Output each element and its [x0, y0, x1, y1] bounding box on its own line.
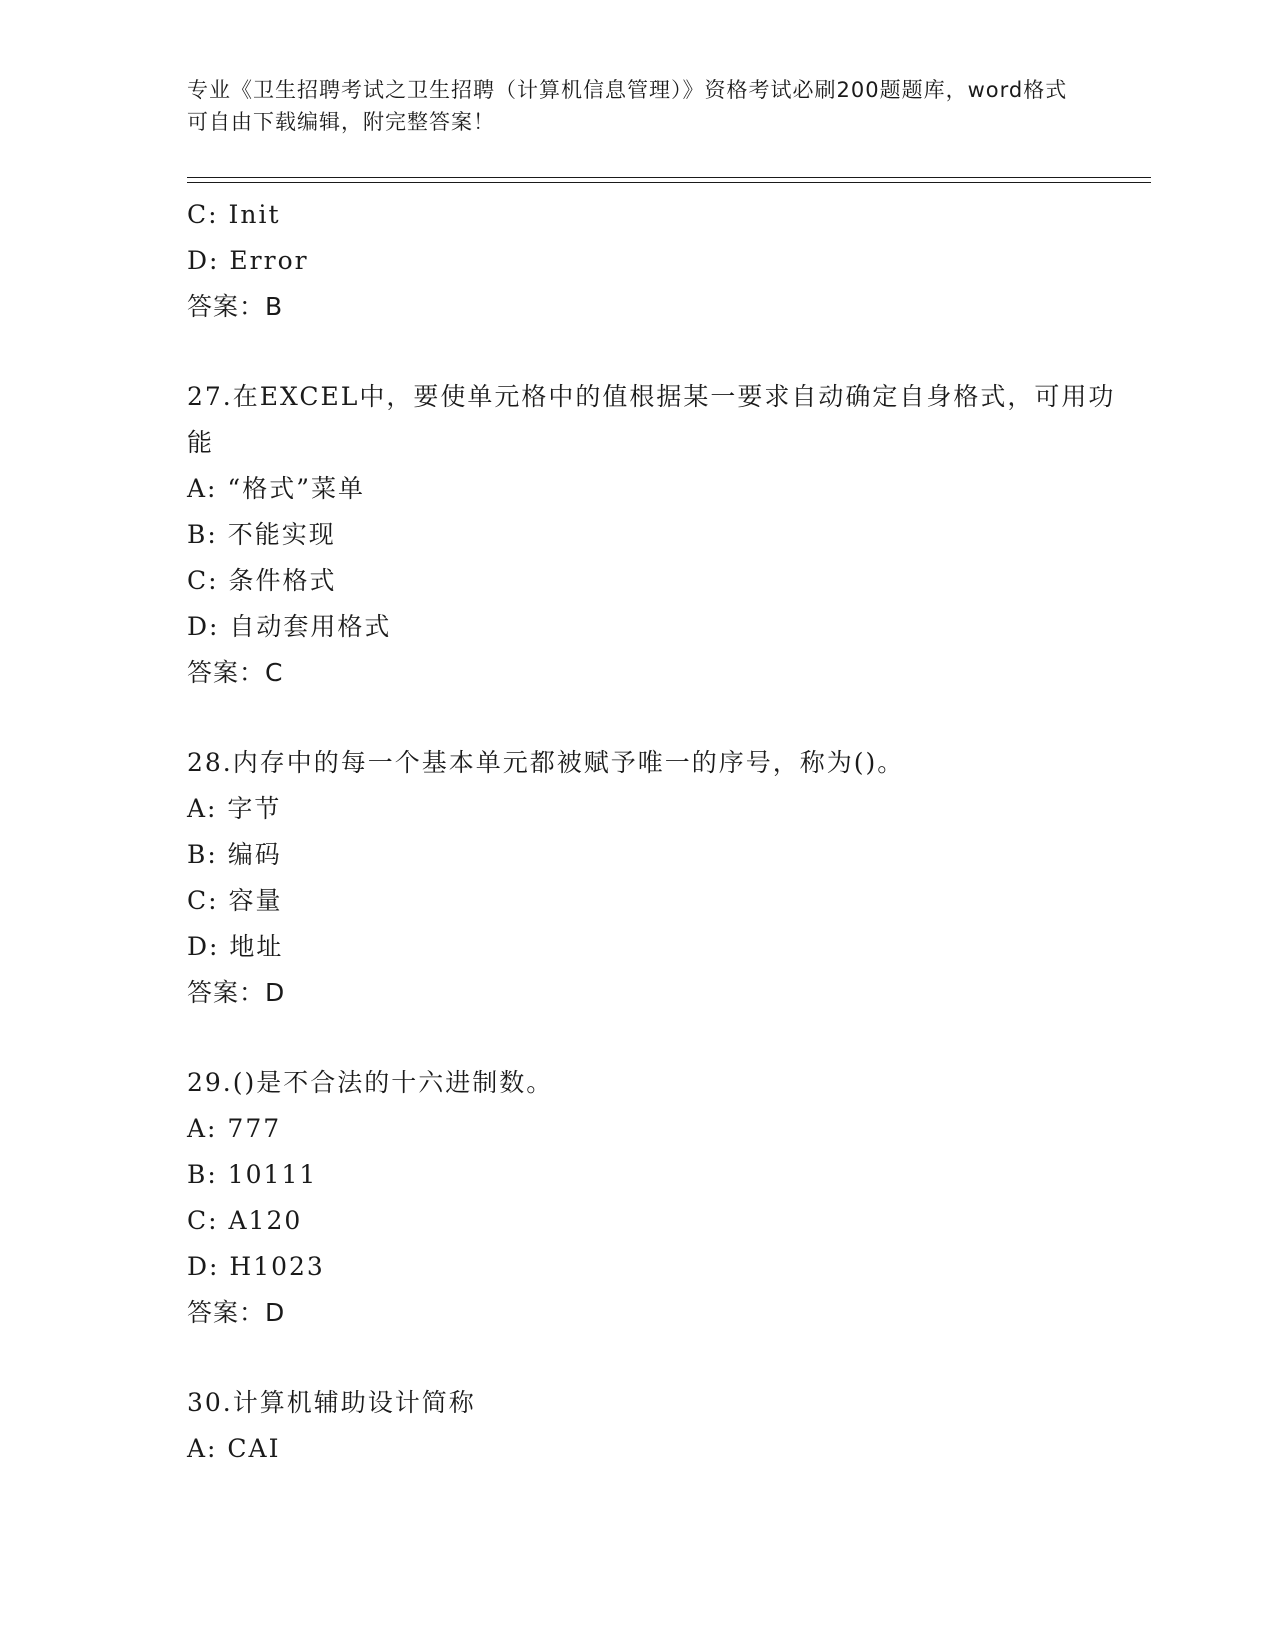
question-block-28 [187, 740, 1117, 1016]
header-divider-bottom [187, 182, 1151, 183]
option-d: D: Error [187, 246, 309, 275]
question-text: 28.内存中的每一个基本单元都被赋予唯一的序号，称为()。 [187, 748, 905, 777]
answer-line: 答案：B [187, 292, 284, 321]
question-block-29 [187, 1060, 1117, 1336]
question-text: 27.在EXCEL中，要使单元格中的值根据某一要求自动确定自身格式，可用功能 [187, 382, 1116, 457]
option-b: B: 不能实现 [187, 520, 336, 549]
question-text: 29.()是不合法的十六进制数。 [187, 1068, 554, 1097]
option-a: A: 777 [187, 1114, 282, 1143]
option-d: D: 地址 [187, 932, 284, 961]
option-b: B: 编码 [187, 840, 282, 869]
option-c: C: 容量 [187, 886, 283, 915]
answer-line: 答案：D [187, 978, 286, 1007]
option-c: C: Init [187, 200, 281, 229]
option-d: D: H1023 [187, 1252, 325, 1281]
option-c: C: A120 [187, 1206, 303, 1235]
header-divider-top [187, 177, 1151, 178]
document-header: 专业《卫生招聘考试之卫生招聘（计算机信息管理）》资格考试必刷200题题库，word格式可自由下载编辑，附完整答案！ [187, 78, 1068, 134]
option-b: B: 10111 [187, 1160, 318, 1189]
option-d: D: 自动套用格式 [187, 612, 392, 641]
answer-line: 答案：C [187, 658, 284, 687]
question-list [187, 192, 1117, 1472]
option-a: A: CAI [187, 1434, 281, 1463]
question-block-27 [187, 374, 1117, 696]
question-block-26 [187, 192, 1117, 330]
option-a: A: “格式”菜单 [187, 474, 365, 503]
question-block-30 [187, 1380, 1117, 1472]
question-text: 30.计算机辅助设计简称 [187, 1388, 476, 1417]
option-c: C: 条件格式 [187, 566, 337, 595]
option-a: A: 字节 [187, 794, 282, 823]
answer-line: 答案：D [187, 1298, 286, 1327]
